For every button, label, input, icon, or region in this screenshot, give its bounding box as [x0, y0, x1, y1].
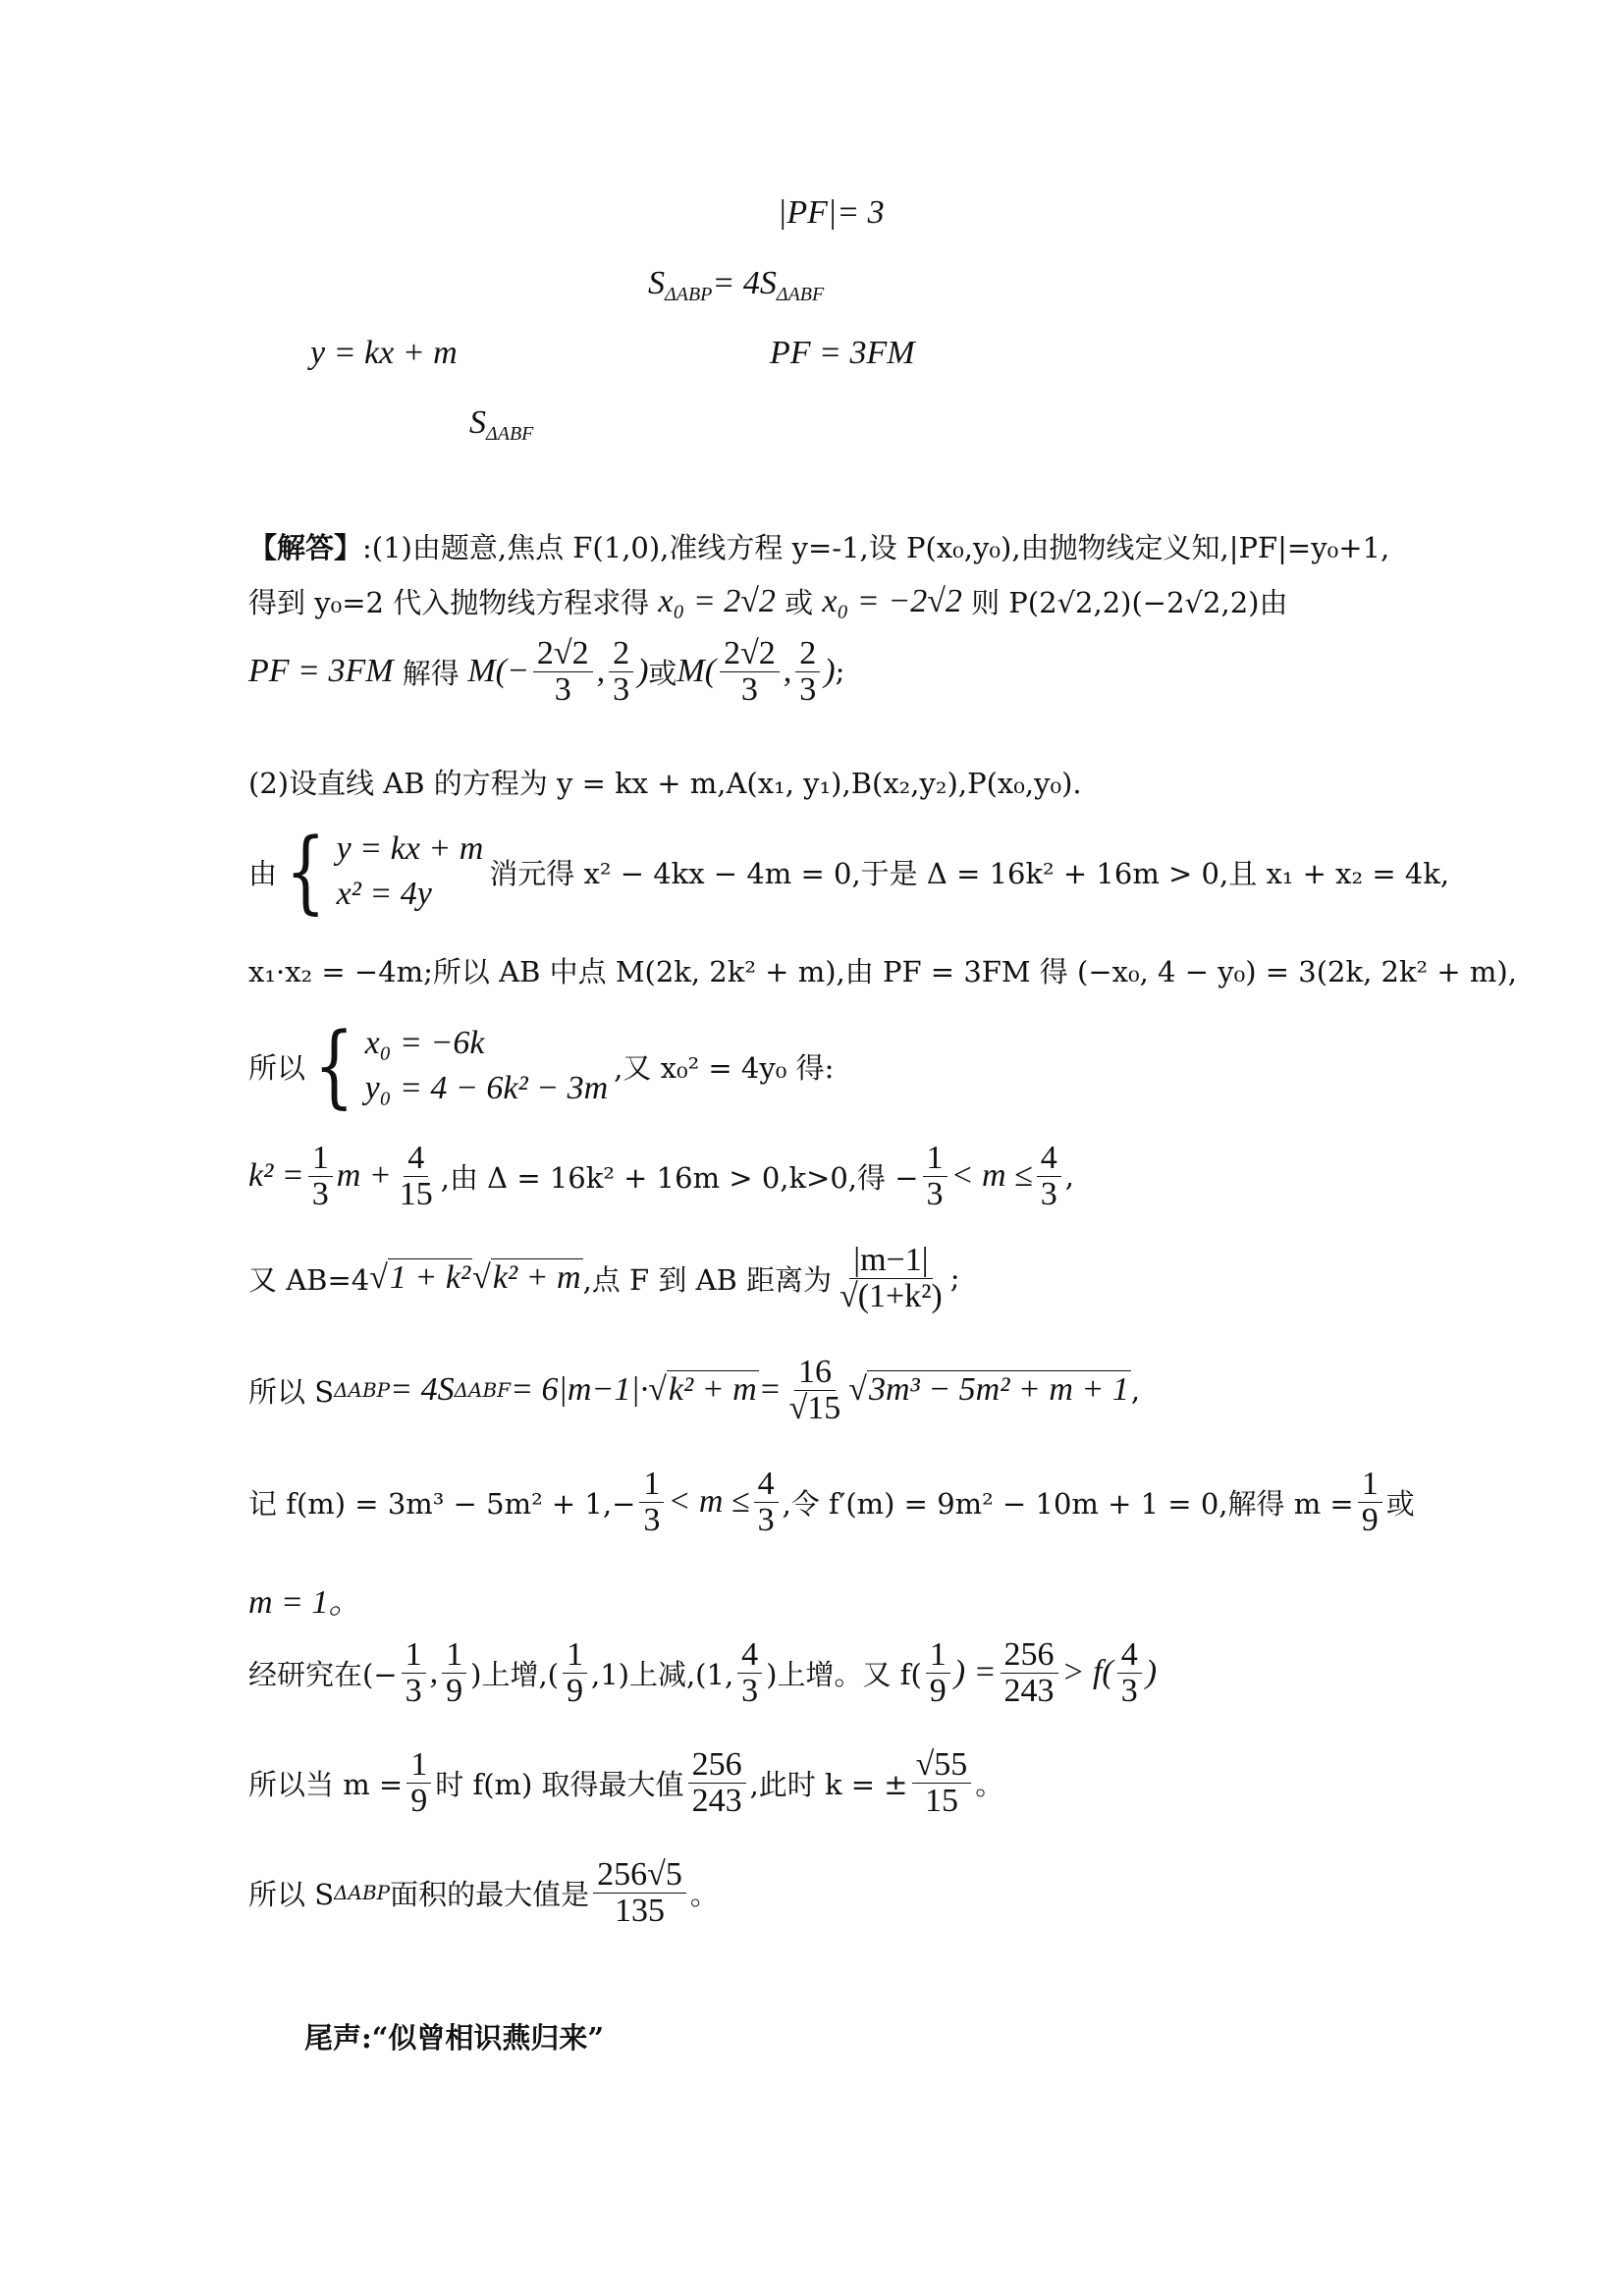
- fraction: $\frac{1}{9}$: [442, 1637, 466, 1708]
- line-equation: y = kx + m: [310, 335, 458, 371]
- fraction: $\frac{4}{3}$: [1117, 1637, 1142, 1708]
- epilogue-label: 尾声:: [304, 2021, 372, 2055]
- fraction: $\frac{4}{15}$: [399, 1140, 433, 1212]
- fraction: $\frac{256}{243}$: [688, 1747, 746, 1818]
- fraction: $\frac{4}{3}$: [1037, 1141, 1061, 1211]
- solution-line-6: x₁·x₂ = −4m;所以 AB 中点 M(2k, 2k² + m),由 PF = 3FM 得 (−x₀, 4 − y₀) = 3(2k, 2k² + m),: [248, 955, 1517, 988]
- area-abf: $S_{\Delta ABF}$: [469, 404, 534, 445]
- fraction: $\frac{1}{3}$: [402, 1637, 426, 1708]
- pf-equation: |PF|= 3: [778, 194, 885, 231]
- solution-line-8: k² = $\frac{1}{3}$ m + $\frac{4}{15}$ ,由 Δ = 16k² + 16m > 0,k>0,得 − $\frac{1}{3}$ < m ≤ $\frac{4}{3}$ ,: [248, 1140, 1074, 1212]
- fraction: $\frac{4}{3}$: [737, 1637, 762, 1708]
- solution-line-5: 由 { y = kx + m x² = 4y 消元得 x² − 4kx − 4m = 0,于是 Δ = 16k² + 16m > 0,且 x₁ + x₂ = 4k,: [248, 819, 1450, 924]
- fraction: $\frac{|m-1|}{\text{√(1+k²)}}$: [839, 1242, 943, 1314]
- solution-line-11: 记 f(m) = 3m³ − 5m² + 1,− $\frac{1}{3}$ < m ≤ $\frac{4}{3}$ ,令 f′(m) = 9m² − 10m + 1 = 0,解得 m = $\frac{1}{9}$ 或: [248, 1466, 1415, 1538]
- fraction: $\frac{2√2}{3}$: [720, 636, 780, 707]
- fraction: $\frac{1}{3}$: [639, 1467, 664, 1537]
- vector-equation: PF = 3FM: [770, 335, 915, 371]
- solution-line-3: PF = 3FM 解得 M(− $\frac{2√2}{3}$ , $\frac{2}{3}$ ) 或 M( $\frac{2√2}{3}$ , $\frac{2}{3}$ ) ;: [248, 635, 845, 708]
- solution-line-15: 所以 S ΔABP 面积的最大值是 $\frac{256√5}{135}$ 。: [248, 1856, 719, 1929]
- fraction: $\frac{256√5}{135}$: [593, 1857, 686, 1928]
- fraction: $\frac{1}{9}$: [563, 1637, 587, 1708]
- fraction: $\frac{√55}{15}$: [912, 1747, 972, 1818]
- solution-line-10: 所以 S ΔABP = 4S ΔABF = 6|m−1|· √k² + m = $\frac{16}{√15}$ √3m³ − 5m² + m + 1 ,: [248, 1354, 1141, 1426]
- epilogue-quote: “似曾相识燕归来”: [371, 2021, 605, 2055]
- fraction: $\frac{1}{9}$: [406, 1747, 431, 1818]
- fraction: $\frac{2}{3}$: [795, 636, 820, 707]
- solution-line-2: 得到 y₀=2 代入抛物线方程求得 x₀ = 2√2 或 x₀ = −2√2 则 P(2√2,2)(−2√2,2)由: [248, 582, 1288, 619]
- epilogue: [304, 2016, 604, 2056]
- fraction: $\frac{1}{3}$: [308, 1141, 333, 1211]
- solution-line-14: 所以当 m = $\frac{1}{9}$ 时 f(m) 取得最大值 $\frac{256}{243}$ ,此时 k = ± $\frac{√55}{15}$ 。: [248, 1746, 1004, 1819]
- fraction: $\frac{16}{√15}$: [788, 1354, 841, 1426]
- solution-line-4: (2)设直线 AB 的方程为 y = kx + m,A(x₁, y₁),B(x₂,y₂),P(x₀,y₀).: [248, 767, 1082, 800]
- area-relation: $S_{\Delta ABP}= 4S_{\Delta ABF}$: [648, 265, 825, 305]
- fraction: $\frac{1}{9}$: [926, 1637, 950, 1708]
- fraction: $\frac{2√2}{3}$: [533, 636, 593, 707]
- solution-line-9: 又 AB=4 √1 + k²√k² + m ,点 F 到 AB 距离为 $\frac{|m-1|}{\text{√(1+k²)}}$ ;: [248, 1242, 960, 1314]
- fraction: $\frac{1}{9}$: [1358, 1467, 1382, 1537]
- fraction: $\frac{1}{3}$: [923, 1141, 947, 1211]
- fraction: $\frac{4}{3}$: [754, 1467, 779, 1537]
- solution-line-12: m = 1。: [248, 1584, 362, 1621]
- solution-line-1: 【解答】 :(1)由题意,焦点 F(1,0),准线方程 y=-1,设 P(x₀,y₀),由抛物线定义知,|PF|=y₀+1,: [248, 531, 1390, 564]
- solution-line-13: 经研究在(− $\frac{1}{3}$ , $\frac{1}{9}$ )上增,( $\frac{1}{9}$ ,1)上减,(1, $\frac{4}{3}$ )上增。又 f( $\frac{1}{9}$ ) = $\frac{256}{243}$ > f( $\frac{4}{3}$ ): [248, 1636, 1158, 1709]
- fraction: $\frac{256}{243}$: [1001, 1637, 1058, 1708]
- fraction: $\frac{2}{3}$: [609, 636, 633, 707]
- solution-line-7: 所以 { x₀ = −6k y₀ = 4 − 6k² − 3m ,又 x₀² = 4y₀ 得:: [248, 1013, 835, 1118]
